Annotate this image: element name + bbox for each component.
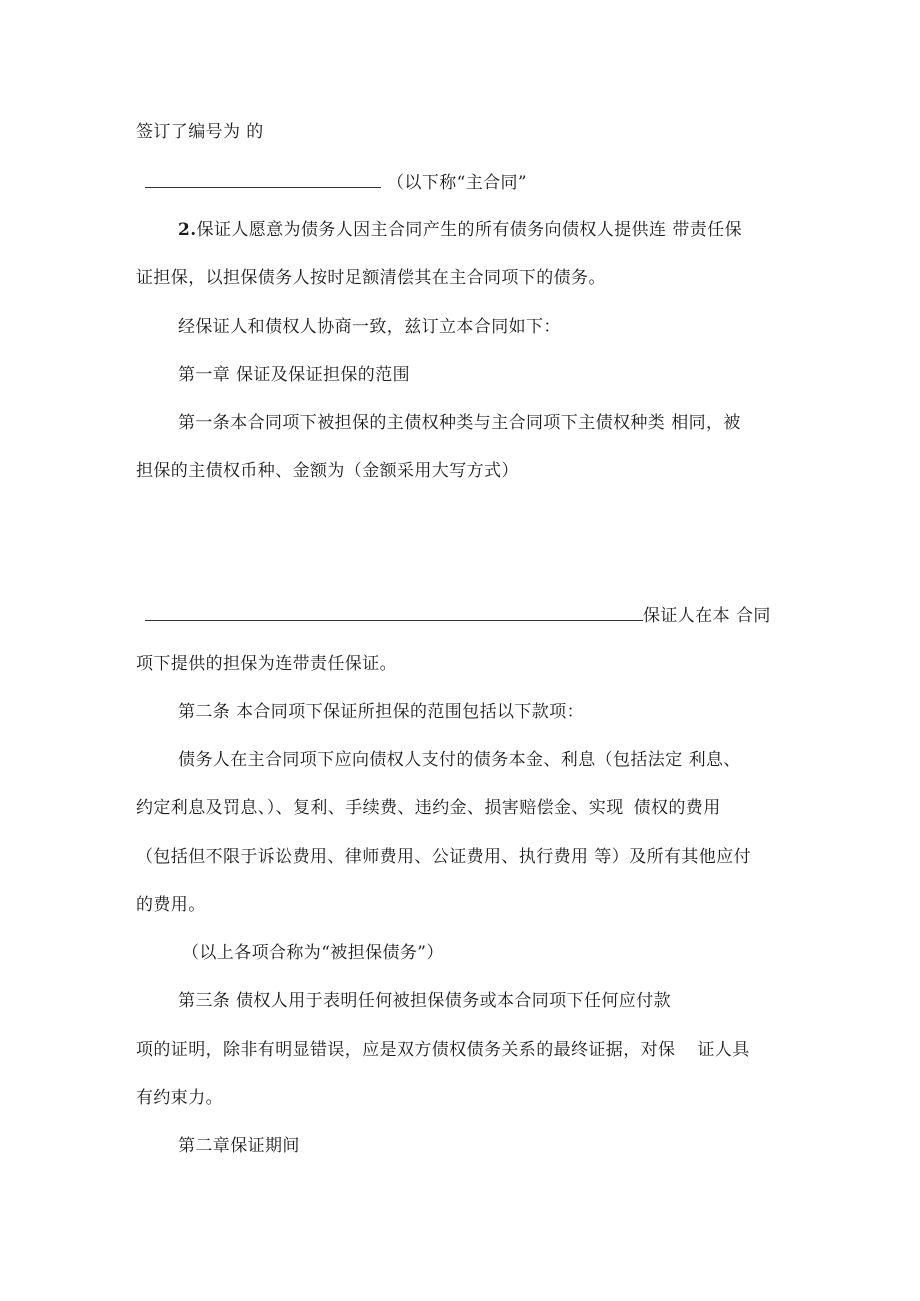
text-line: 担保的主债权币种、金额为（金额采用大写方式）: [136, 461, 519, 481]
text-line: （以上各项合称为“被担保债务”）: [182, 943, 444, 963]
text-segment: 第一条本合同项下被担保的主债权种类与主合同项下主债权种类: [178, 413, 666, 433]
text-segment: 约定利息及罚息、）、复利、手续费、违约金、损害赔偿金、实现: [136, 798, 624, 818]
text-line: 签订了编号为 的: [136, 122, 264, 142]
text-segment: 利息、: [688, 750, 741, 770]
text-line: [178, 412, 741, 434]
text-segment: 保证人愿意为债务人因主合同产生的所有债务向债权人提供连: [196, 220, 667, 240]
blank-field: [145, 604, 643, 621]
section-heading: 第一章 保证及保证担保的范围: [178, 365, 411, 385]
text-segment: （包括但不限于诉讼费用、律师费用、公证费用、执行费用: [136, 847, 589, 867]
text-line: [145, 171, 527, 194]
text-segment: 等）及所有其他应付: [594, 847, 752, 867]
text-line: [136, 846, 751, 868]
text-segment: 项的证明，除非有明显错误，应是双方债权债务关系的最终证据，对保: [136, 1040, 676, 1060]
text-line: 经保证人和债权人协商一致，兹订立本合同如下：: [178, 317, 561, 337]
text-line: [136, 797, 721, 819]
text-line: [145, 604, 771, 627]
item-number: 2.: [178, 220, 197, 240]
text-line: 第三条 债权人用于表明任何被担保债务或本合同项下任何应付款: [178, 991, 672, 1011]
text-line: [178, 219, 742, 241]
text-segment: （以下称“主合同”: [387, 173, 527, 193]
text-line: 项下提供的担保为连带责任保证。: [136, 654, 397, 674]
text-line: 有约束力。: [136, 1088, 223, 1108]
text-line: 证担保，以担保债务人按时足额清偿其在主合同项下的债务。: [136, 268, 606, 288]
text-line: 的费用。: [136, 895, 206, 915]
text-segment: 相同，被: [671, 413, 741, 433]
text-line: 第二条 本合同项下保证所担保的范围包括以下款项：: [178, 702, 585, 722]
text-segment: 债务人在主合同项下应向债权人支付的债务本金、利息（包括法定: [178, 750, 683, 770]
blank-field: [145, 171, 381, 188]
text-segment: 带责任保: [672, 220, 742, 240]
text-line: [178, 749, 741, 771]
text-segment: 证人具: [697, 1040, 750, 1060]
text-line: [136, 1039, 750, 1061]
section-heading: 第二章保证期间: [178, 1136, 300, 1156]
text-segment: 保证人在本: [643, 606, 730, 626]
text-segment: 债权的费用: [633, 798, 721, 818]
text-segment: 合同: [736, 606, 771, 626]
